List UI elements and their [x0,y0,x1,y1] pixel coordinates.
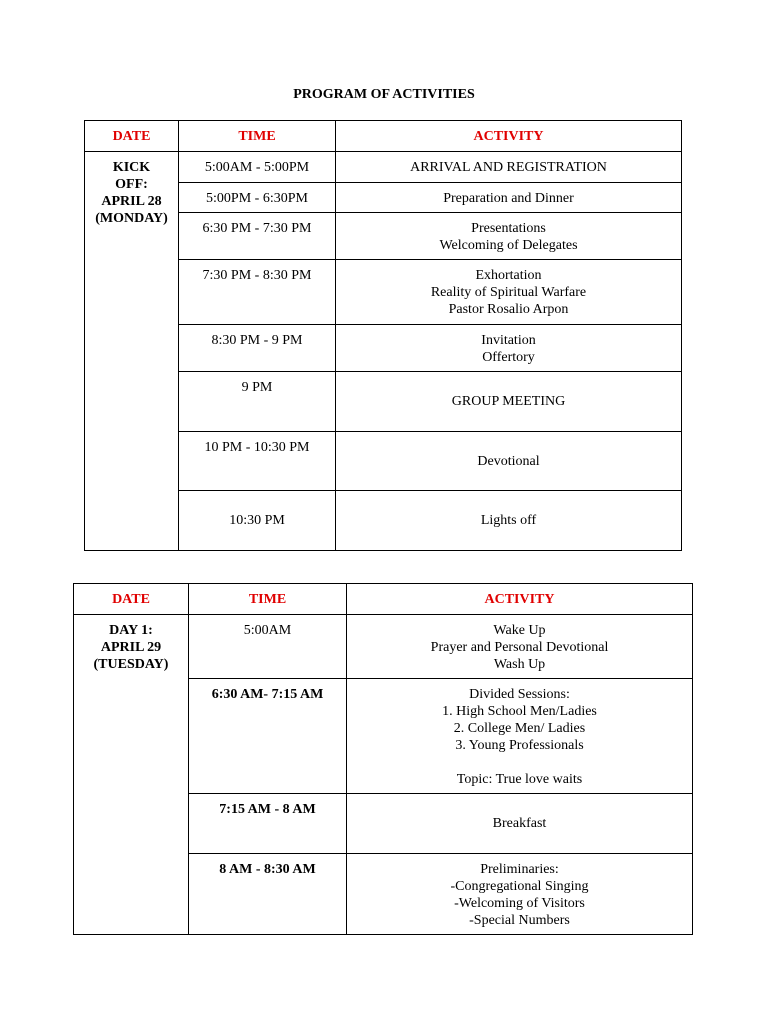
activity-cell [347,794,693,854]
header-activity: ACTIVITY [347,584,693,615]
table-row [85,152,682,183]
activity-line: Offertory [482,350,535,365]
time-cell: 9 PM [179,372,336,432]
activity-line: Prayer and Personal Devotional [430,640,609,655]
time-cell: 10 PM - 10:30 PM [179,432,336,491]
activity-line: 1. High School Men/Ladies [442,704,597,719]
activity-line: Reality of Spiritual Warfare [430,285,587,300]
date-line: DAY 1: [109,623,153,638]
activity-line: Devotional [477,453,540,469]
activity-cell [336,152,682,183]
activity-line: Preliminaries: [480,862,559,877]
time-cell: 6:30 PM - 7:30 PM [179,213,336,260]
activity-cell [336,213,682,260]
header-time: TIME [179,121,336,152]
activity-line: Divided Sessions: [469,687,570,702]
activity-cell [336,372,682,432]
header-date: DATE [85,121,179,152]
page-title: PROGRAM OF ACTIVITIES [293,87,475,102]
time-cell: 10:30 PM [179,491,336,551]
activity-line: Invitation [481,333,536,348]
table-header-row [74,584,693,615]
header-date: DATE [74,584,189,615]
activity-line: Wake Up [493,623,546,638]
activity-line: 2. College Men/ Ladies [453,721,586,736]
activity-line: Exhortation [475,268,542,283]
time-cell: 5:00AM [189,615,347,679]
date-line: APRIL 29 [100,640,162,655]
activity-line: -Special Numbers [469,913,570,928]
time-cell: 6:30 AM- 7:15 AM [189,679,347,794]
activity-cell [336,260,682,325]
date-cell [74,615,189,935]
schedule-table-day1 [73,583,693,935]
activity-line: Wash Up [493,657,546,672]
table-row [74,615,693,679]
activity-line: Pastor Rosalio Arpon [448,302,569,317]
activity-cell [347,615,693,679]
time-cell: 7:30 PM - 8:30 PM [179,260,336,325]
date-line: KICK [112,160,151,175]
date-line: APRIL 28 [101,194,162,209]
activity-line: 3. Young Professionals [455,738,584,753]
activity-line: ARRIVAL AND REGISTRATION [410,160,607,175]
activity-cell [336,432,682,491]
time-cell: 5:00AM - 5:00PM [179,152,336,183]
time-cell: 8 AM - 8:30 AM [189,854,347,935]
date-line: (TUESDAY) [93,657,169,672]
date-cell [85,152,179,551]
header-activity: ACTIVITY [336,121,682,152]
activity-line: Welcoming of Delegates [439,238,578,253]
activity-line: Lights off [480,513,537,528]
activity-line: Breakfast [492,816,547,831]
activity-cell [336,491,682,551]
time-cell: 8:30 PM - 9 PM [179,325,336,372]
activity-line: Preparation and Dinner [443,191,574,206]
activity-line: Topic: True love waits [456,772,583,787]
activity-cell [336,325,682,372]
table-header-row [85,121,682,152]
header-time: TIME [189,584,347,615]
activity-line: Presentations [471,221,546,236]
activity-line: -Welcoming of Visitors [454,896,585,911]
activity-line: GROUP MEETING [451,394,566,409]
activity-cell [336,183,682,213]
date-line: OFF: [115,177,148,192]
activity-spacer [347,754,692,771]
schedule-table-kickoff [84,120,682,551]
activity-cell [347,679,693,794]
time-cell: 7:15 AM - 8 AM [189,794,347,854]
date-line: (MONDAY) [95,211,168,226]
time-cell: 5:00PM - 6:30PM [179,183,336,213]
activity-cell [347,854,693,935]
activity-line: -Congregational Singing [450,879,589,894]
